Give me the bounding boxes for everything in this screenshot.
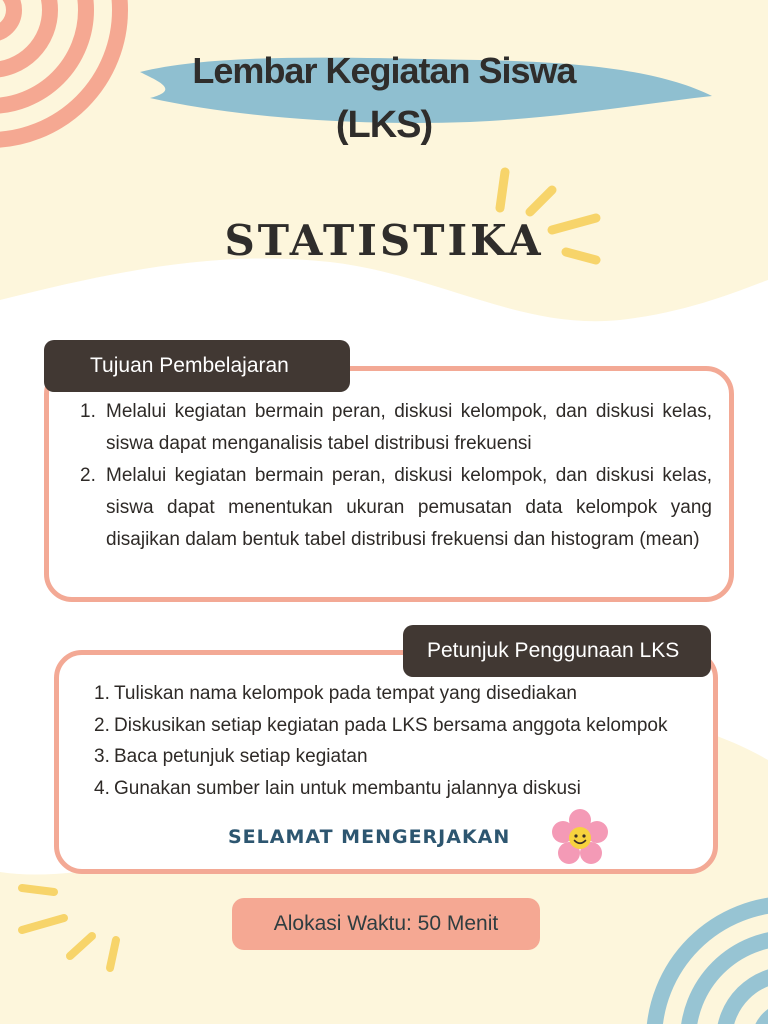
yellow-sparkle-rays-bottom (22, 888, 116, 968)
list-item (94, 741, 704, 773)
objectives-heading: Tujuan Pembelajaran (44, 340, 350, 392)
document-title-abbrev: (LKS) (335, 104, 433, 146)
item-number: 2. (80, 465, 96, 486)
closing-message: SELAMAT MENGERJAKAN (228, 826, 511, 848)
smiley-flower-icon (548, 806, 612, 870)
instructions-heading: Petunjuk Penggunaan LKS (403, 625, 711, 677)
time-allocation-badge: Alokasi Waktu: 50 Menit (232, 898, 540, 950)
objectives-list (80, 396, 712, 556)
list-item (80, 396, 712, 460)
item-number: 3. (94, 746, 110, 767)
item-text: Diskusikan setiap kegiatan pada LKS bersama anggota kelompok (114, 714, 668, 736)
item-text: Tuliskan nama kelompok pada tempat yang disediakan (114, 683, 577, 704)
list-item (94, 773, 704, 805)
item-text: Melalui kegiatan bermain peran, diskusi kelompok, dan diskusi kelas, siswa dapat menganalisis tabel distribusi frekuensi (106, 401, 712, 454)
list-item (94, 710, 704, 742)
blue-arcs-bottom-right (654, 904, 768, 1024)
item-number: 1. (80, 401, 96, 422)
item-number: 1. (94, 683, 110, 704)
list-item (80, 460, 712, 556)
item-number: 2. (94, 714, 110, 736)
item-text: Baca petunjuk setiap kegiatan (114, 746, 368, 767)
item-text: Gunakan sumber lain untuk membantu jalannya diskusi (114, 777, 581, 799)
item-text: Melalui kegiatan bermain peran, diskusi kelompok, dan diskusi kelas, siswa dapat menentukan ukuran pemusatan data kelompok yang disajikan dalam bentuk tabel distribusi frekuensi dan histogram (mean) (106, 465, 712, 550)
document-title: Lembar Kegiatan Siswa (192, 50, 576, 91)
item-number: 4. (94, 777, 110, 799)
instructions-list (94, 678, 704, 804)
subject-title: STATISTIKA (224, 216, 544, 265)
list-item (94, 678, 704, 710)
